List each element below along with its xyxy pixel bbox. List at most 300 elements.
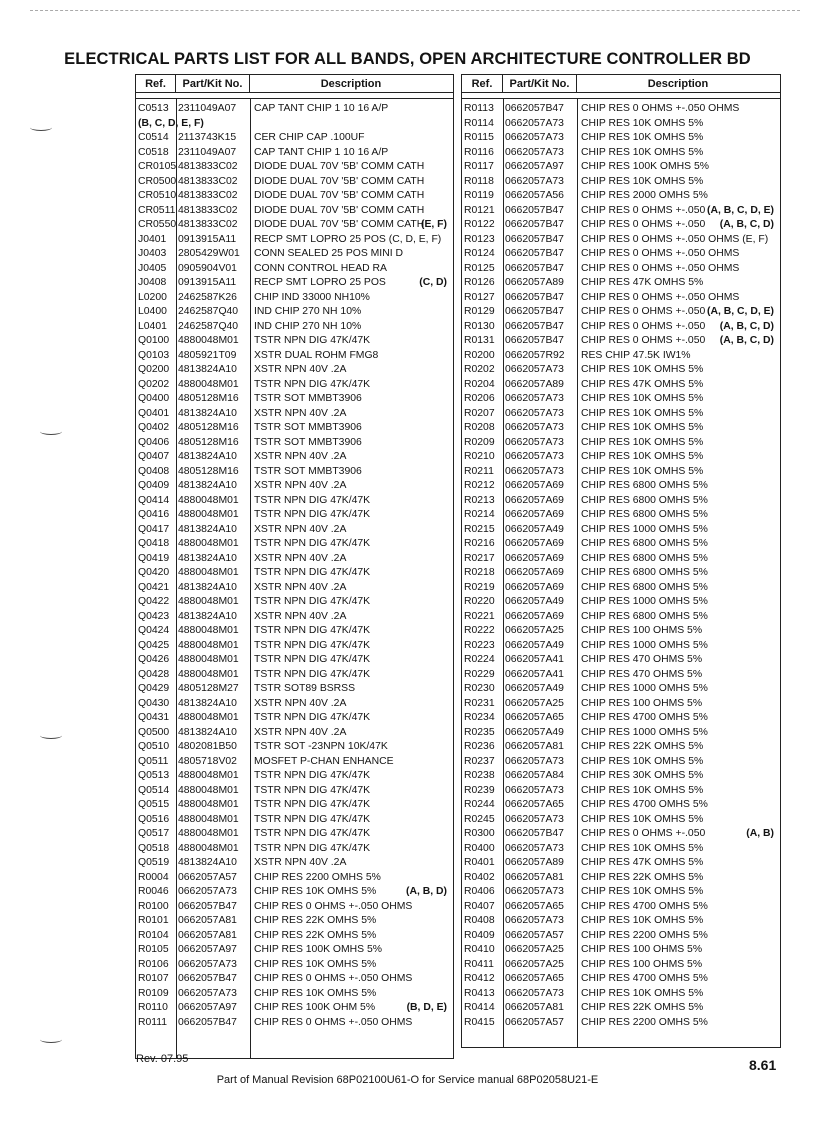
left-rows <box>136 102 453 1030</box>
ref-cell: Q0406 <box>138 436 170 448</box>
table-row <box>462 218 780 233</box>
table-row <box>136 262 453 277</box>
part-number-cell: 4813824A10 <box>178 581 237 593</box>
description-cell: CHIP RES 10K OMHS 5% <box>581 987 704 999</box>
part-number-cell: 0662057B47 <box>178 973 237 984</box>
table-row <box>136 958 453 973</box>
description-cell: DIODE DUAL 70V '5B' COMM CATH <box>254 190 425 201</box>
part-number-cell: 4805128M16 <box>178 465 239 477</box>
part-number-cell: 4880048M01 <box>178 596 239 607</box>
description-cell: RECP SMT LOPRO 25 POS (C, D) <box>250 276 451 291</box>
table-row <box>462 305 780 320</box>
table-row <box>462 929 780 944</box>
ref-cell: R0407 <box>464 900 495 912</box>
part-number-cell: 4813824A10 <box>178 726 237 738</box>
description-cell: CHIP RES 2000 OMHS 5% <box>581 190 708 201</box>
description-cell: CHIP RES 1000 OMHS 5% <box>581 523 708 535</box>
table-row <box>462 117 780 132</box>
ref-cell: Q0516 <box>138 813 170 825</box>
table-row <box>462 827 780 842</box>
part-number-cell: 4802081B50 <box>178 741 237 752</box>
part-number-cell: 0662057A81 <box>505 1002 564 1013</box>
ref-cell: Q0419 <box>138 552 170 564</box>
part-number-cell: 0662057B47 <box>505 291 564 303</box>
ref-cell: Q0422 <box>138 596 170 607</box>
part-number-cell: 0662057B47 <box>505 828 564 839</box>
ref-cell: R0104 <box>138 929 169 941</box>
ref-cell: R0245 <box>464 813 495 825</box>
description-cell: TSTR SOT -23NPN 10K/47K <box>254 741 388 752</box>
part-number-cell: 0662057A69 <box>505 581 564 593</box>
description-cell: CHIP RES 4700 OMHS 5% <box>581 712 708 723</box>
table-row <box>136 653 453 668</box>
ref-cell: Q0517 <box>138 828 170 839</box>
header-separator <box>136 98 453 99</box>
ref-cell: Q0424 <box>138 625 170 636</box>
description-cell: XSTR NPN 40V .2A <box>254 726 347 738</box>
description-cell: TSTR NPN DIG 47K/47K <box>254 494 371 506</box>
description-cell: DIODE DUAL 70V '5B' COMM CATH <box>254 175 425 187</box>
ref-cell: R0100 <box>138 900 169 912</box>
right-parts-table <box>461 74 781 1048</box>
revision-label: Rev. 07.95 <box>136 1053 189 1065</box>
table-row <box>136 711 453 726</box>
part-number-cell: 0662057A97 <box>178 944 237 955</box>
ref-cell: R0219 <box>464 581 495 593</box>
table-row <box>462 189 780 204</box>
part-number-cell: 4880048M01 <box>178 509 239 520</box>
part-number-cell: 0662057A73 <box>505 407 564 419</box>
ref-cell: R0244 <box>464 799 495 810</box>
ref-cell: CR0500 <box>138 175 177 187</box>
part-number-cell: 4805128M16 <box>178 393 239 404</box>
table-row <box>462 566 780 581</box>
ref-cell: C0514 <box>138 132 169 143</box>
description-cell: TSTR SOT89 BSRSS <box>254 683 356 694</box>
band-note: (A, B, C, D, E) <box>707 306 774 317</box>
ref-cell: Q0408 <box>138 465 170 477</box>
description-cell: CHIP RES 10K OMHS 5% <box>581 132 704 143</box>
part-number-cell: 0913915A11 <box>178 233 237 245</box>
part-number-cell: 4813833C02 <box>178 175 238 187</box>
description-cell: XSTR NPN 40V .2A <box>254 857 347 868</box>
description-cell: CHIP RES 22K OMHS 5% <box>581 871 704 883</box>
table-row <box>462 653 780 668</box>
description-cell: TSTR NPN DIG 47K/47K <box>254 625 371 636</box>
ref-cell: R0110 <box>138 1002 168 1013</box>
table-row <box>136 102 453 117</box>
part-number-cell: 0662057A69 <box>505 610 564 622</box>
table-row <box>136 726 453 741</box>
ref-cell: Q0401 <box>138 407 170 419</box>
table-row <box>136 900 453 915</box>
description-cell: TSTR NPN DIG 47K/47K <box>254 567 371 578</box>
ref-cell: R0236 <box>464 741 495 752</box>
description-cell: TSTR NPN DIG 47K/47K <box>254 770 371 781</box>
band-note: (A, B, C, D) <box>719 320 774 332</box>
description-cell: TSTR SOT MMBT3906 <box>254 393 362 404</box>
ref-cell: R0131 <box>464 335 495 346</box>
desc-header: Description <box>320 77 382 90</box>
ref-cell: R0222 <box>464 625 495 636</box>
table-row <box>136 349 453 364</box>
band-note: (A, B, D) <box>406 886 447 897</box>
table-row <box>136 334 453 349</box>
ref-cell: R0212 <box>464 480 495 491</box>
description-cell: CHIP RES 0 OHMS +-.050 (A, B, C, D) <box>577 218 778 233</box>
ref-cell: R0415 <box>464 1016 495 1028</box>
part-number-cell: 0662057B47 <box>505 204 564 216</box>
ref-cell: Q0420 <box>138 567 170 578</box>
ref-cell: (B, C, D, E, F) <box>138 117 204 129</box>
part-number-cell: 0662057A49 <box>505 683 564 694</box>
part-number-cell: 4880048M01 <box>178 813 239 825</box>
ref-cell: R0117 <box>464 161 494 172</box>
part-number-cell: 0662057A73 <box>178 958 237 970</box>
part-number-cell: 4813824A10 <box>178 523 237 535</box>
table-row <box>462 262 780 277</box>
ref-cell: R0118 <box>464 175 494 187</box>
table-row <box>136 392 453 407</box>
description-cell: TSTR NPN DIG 47K/47K <box>254 596 371 607</box>
description-cell: TSTR NPN DIG 47K/47K <box>254 712 371 723</box>
part-number-cell: 0662057A49 <box>505 726 564 738</box>
part-header: Part/Kit No. <box>176 75 250 92</box>
description-cell: TSTR NPN DIG 47K/47K <box>254 813 371 825</box>
part-number-cell: 0662057A81 <box>505 741 564 752</box>
part-number-cell: 2311049A07 <box>178 103 237 114</box>
table-row <box>462 987 780 1002</box>
ref-cell: R0124 <box>464 248 495 259</box>
description-cell: IND CHIP 270 NH 10% <box>254 306 362 317</box>
part-number-cell: 4880048M01 <box>178 654 239 665</box>
table-row <box>462 146 780 161</box>
description-cell: CHIP RES 10K OMHS 5% <box>581 465 704 477</box>
band-note: (E, F) <box>421 219 447 230</box>
table-row <box>462 407 780 422</box>
description-cell: CHIP RES 10K OMHS 5% <box>581 755 704 767</box>
description-cell: CHIP RES 1000 OMHS 5% <box>581 726 708 738</box>
description-cell: CHIP RES 1000 OMHS 5% <box>581 683 708 694</box>
table-row <box>136 943 453 958</box>
part-number-cell: 0662057A49 <box>505 596 564 607</box>
ref-cell: R0218 <box>464 567 495 578</box>
ref-cell: Q0429 <box>138 683 170 694</box>
description-cell: CHIP RES 0 OHMS +-.050 (A, B) <box>577 827 778 842</box>
description-cell: CHIP RES 10K OMHS 5% <box>581 364 704 375</box>
description-cell: CHIP RES 470 OHMS 5% <box>581 654 703 665</box>
table-row <box>136 1016 453 1031</box>
description-cell: CHIP RES 10K OMHS 5% <box>581 175 704 187</box>
part-number-cell: 0662057A89 <box>505 378 564 390</box>
description-cell: RES CHIP 47.5K IW1% <box>581 349 691 361</box>
description-cell: CHIP RES 10K OMHS 5% <box>254 958 377 970</box>
table-row <box>136 624 453 639</box>
part-number-cell: 4880048M01 <box>178 668 239 680</box>
ref-cell: Q0430 <box>138 697 170 709</box>
ref-cell: R0300 <box>464 828 495 839</box>
description-cell: IND CHIP 270 NH 10% <box>254 320 362 332</box>
part-number-cell: 0662057A73 <box>505 175 564 187</box>
ref-cell: R0412 <box>464 973 495 984</box>
ref-cell: R0111 <box>138 1016 168 1028</box>
part-number-cell: 4880048M01 <box>178 625 239 636</box>
table-row <box>136 436 453 451</box>
table-row <box>462 784 780 799</box>
description-cell: XSTR NPN 40V .2A <box>254 523 347 535</box>
description-cell: XSTR NPN 40V .2A <box>254 480 347 491</box>
part-number-cell: 4805128M16 <box>178 436 239 448</box>
description-cell: TSTR NPN DIG 47K/47K <box>254 799 371 810</box>
ref-cell: R0210 <box>464 451 495 462</box>
table-row <box>136 856 453 871</box>
table-row <box>136 813 453 828</box>
ref-cell: L0400 <box>138 306 167 317</box>
description-cell: CHIP RES 10K OMHS 5% <box>581 393 704 404</box>
part-number-cell: 0662057A65 <box>505 712 564 723</box>
table-header <box>462 75 780 93</box>
table-row <box>462 900 780 915</box>
part-number-cell: 0662057A25 <box>505 958 564 970</box>
table-row <box>462 276 780 291</box>
table-row <box>462 204 780 219</box>
table-row <box>462 436 780 451</box>
scan-mark <box>40 732 62 739</box>
ref-cell: R0109 <box>138 987 169 999</box>
ref-cell: R0229 <box>464 668 495 680</box>
part-number-cell: 4880048M01 <box>178 842 239 854</box>
part-number-cell: 0662057A69 <box>505 538 564 549</box>
table-row <box>136 581 453 596</box>
ref-cell: R0400 <box>464 842 495 854</box>
ref-cell: R0237 <box>464 755 495 767</box>
description-cell: CHIP RES 100 OHMS 5% <box>581 944 703 955</box>
ref-cell: R0206 <box>464 393 495 404</box>
ref-cell: J0408 <box>138 277 167 288</box>
ref-cell: Q0103 <box>138 349 170 361</box>
ref-cell: R0107 <box>138 973 169 984</box>
description-cell: CHIP RES 22K OMHS 5% <box>254 929 377 941</box>
table-row <box>462 813 780 828</box>
description-cell: TSTR NPN DIG 47K/47K <box>254 538 371 549</box>
part-number-cell: 4880048M01 <box>178 538 239 549</box>
ref-cell: R0125 <box>464 262 495 274</box>
description-cell: CHIP RES 470 OHMS 5% <box>581 668 703 680</box>
table-row <box>136 987 453 1002</box>
description-cell: CHIP RES 0 OHMS +-.050 (A, B, C, D, E) <box>577 204 778 219</box>
part-number-cell: 0662057A73 <box>505 886 564 897</box>
description-cell: CHIP RES 0 OHMS +-.050 OHMS <box>581 248 740 259</box>
part-number-cell: 4880048M01 <box>178 712 239 723</box>
table-row <box>462 102 780 117</box>
part-number-cell: 0662057A73 <box>505 755 564 767</box>
table-row <box>462 581 780 596</box>
part-number-cell: 0662057A41 <box>505 654 564 665</box>
ref-cell: R0115 <box>464 132 494 143</box>
ref-cell: Q0414 <box>138 494 170 506</box>
description-cell: TSTR NPN DIG 47K/47K <box>254 378 371 390</box>
table-row <box>462 537 780 552</box>
ref-cell: Q0202 <box>138 378 170 390</box>
description-cell: CHIP RES 10K OMHS 5% <box>581 117 704 129</box>
ref-cell: Q0513 <box>138 770 170 781</box>
part-number-cell: 0662057A69 <box>505 509 564 520</box>
table-row <box>462 595 780 610</box>
part-number-cell: 0662057A73 <box>505 915 564 926</box>
description-cell: CAP TANT CHIP 1 10 16 A/P <box>254 103 389 114</box>
table-row <box>462 175 780 190</box>
table-row <box>136 247 453 262</box>
ref-cell: R0127 <box>464 291 495 303</box>
page-title: ELECTRICAL PARTS LIST FOR ALL BANDS, OPEN ARCHITECTURE CONTROLLER BD <box>64 50 751 68</box>
table-row <box>136 552 453 567</box>
table-row <box>136 740 453 755</box>
table-row <box>136 682 453 697</box>
part-number-cell: 0662057A73 <box>505 436 564 448</box>
description-cell: TSTR NPN DIG 47K/47K <box>254 784 371 796</box>
part-number-cell: 0662057A41 <box>505 668 564 680</box>
ref-cell: CR0105 <box>138 161 177 172</box>
part-number-cell: 0662057A97 <box>178 1002 237 1013</box>
ref-cell: L0401 <box>138 320 167 332</box>
ref-cell: R0413 <box>464 987 495 999</box>
right-rows <box>462 102 780 1030</box>
description-cell: CHIP RES 100 OHMS 5% <box>581 697 703 709</box>
part-number-cell: 0662057A73 <box>178 886 237 897</box>
table-row <box>136 639 453 654</box>
table-row <box>136 378 453 393</box>
description-cell: CHIP RES 6800 OMHS 5% <box>581 480 708 491</box>
ref-cell: R0411 <box>464 958 494 970</box>
description-cell: CHIP RES 47K OMHS 5% <box>581 378 704 390</box>
ref-cell: R0235 <box>464 726 495 738</box>
part-number-cell: 0662057R92 <box>505 349 565 361</box>
table-row <box>136 175 453 190</box>
part-number-cell: 2805429W01 <box>178 248 240 259</box>
ref-cell: R0116 <box>464 146 494 158</box>
description-cell: CHIP RES 10K OMHS 5% (A, B, D) <box>250 885 451 900</box>
ref-cell: R0234 <box>464 712 495 723</box>
table-row <box>462 943 780 958</box>
description-cell: CHIP RES 2200 OMHS 5% <box>581 1016 708 1028</box>
part-number-cell: 0662057A81 <box>178 915 237 926</box>
ref-cell: Q0425 <box>138 639 170 651</box>
ref-cell: Q0511 <box>138 755 169 767</box>
ref-cell: Q0423 <box>138 610 170 622</box>
ref-cell: R0046 <box>138 886 169 897</box>
table-row <box>462 610 780 625</box>
description-cell: XSTR NPN 40V .2A <box>254 581 347 593</box>
ref-cell: Q0409 <box>138 480 170 491</box>
ref-cell: R0204 <box>464 378 495 390</box>
part-number-cell: 4880048M01 <box>178 494 239 506</box>
band-note: (A, B) <box>746 828 774 839</box>
part-number-cell: 4880048M01 <box>178 567 239 578</box>
table-row <box>462 523 780 538</box>
part-header: Part/Kit No. <box>503 75 577 92</box>
description-cell: CHIP RES 2200 OMHS 5% <box>581 929 708 941</box>
description-cell: CHIP RES 100K OMHS 5% <box>254 944 383 955</box>
description-cell: CHIP RES 100 OHMS 5% <box>581 958 703 970</box>
description-cell: CHIP RES 0 OHMS +-.050 OHMS <box>254 1016 413 1028</box>
ref-cell: CR0550 <box>138 219 177 230</box>
table-row <box>136 885 453 900</box>
description-cell: TSTR NPN DIG 47K/47K <box>254 335 371 346</box>
table-row <box>136 363 453 378</box>
ref-cell: Q0500 <box>138 726 170 738</box>
ref-cell: R0414 <box>464 1002 495 1013</box>
part-number-cell: 0662057A73 <box>505 117 564 129</box>
description-cell: CHIP RES 47K OMHS 5% <box>581 857 704 868</box>
ref-cell: J0403 <box>138 248 167 259</box>
ref-cell: R0123 <box>464 233 495 245</box>
description-cell: TSTR NPN DIG 47K/47K <box>254 842 371 854</box>
ref-cell: Q0407 <box>138 451 170 462</box>
description-cell: CHIP RES 10K OMHS 5% <box>254 987 377 999</box>
description-cell: XSTR DUAL ROHM FMG8 <box>254 349 379 361</box>
table-row <box>462 871 780 886</box>
part-number-cell: 0662057A65 <box>505 799 564 810</box>
description-cell: CHIP RES 10K OMHS 5% <box>581 784 704 796</box>
ref-cell: R0221 <box>464 610 495 622</box>
table-row <box>136 508 453 523</box>
part-number-cell: 4880048M01 <box>178 799 239 810</box>
ref-cell: Q0418 <box>138 538 170 549</box>
table-row <box>462 726 780 741</box>
part-number-cell: 0662057A69 <box>505 567 564 578</box>
description-cell: TSTR SOT MMBT3906 <box>254 436 362 448</box>
part-number-cell: 4813824A10 <box>178 697 237 709</box>
description-cell: TSTR SOT MMBT3906 <box>254 422 362 433</box>
description-cell: CHIP RES 0 OHMS +-.050 OHMS <box>254 973 413 984</box>
description-cell: MOSFET P-CHAN ENHANCE <box>254 755 394 767</box>
desc-header: Description <box>647 77 709 90</box>
band-note: (A, B, C, D) <box>719 219 774 230</box>
description-cell: CONN SEALED 25 POS MINI D <box>254 248 403 259</box>
part-number-cell: 0662057A73 <box>505 146 564 158</box>
part-number-cell: 0662057A73 <box>505 393 564 404</box>
table-row <box>136 929 453 944</box>
description-cell: CHIP RES 0 OHMS +-.050 OHMS (E, F) <box>581 233 769 245</box>
part-number-cell: 0662057A73 <box>505 132 564 143</box>
ref-cell: Q0514 <box>138 784 170 796</box>
description-cell: CHIP RES 0 OHMS +-.050 OHMS <box>581 262 740 274</box>
table-row <box>136 407 453 422</box>
table-row <box>136 233 453 248</box>
part-number-cell: 4813824A10 <box>178 857 237 868</box>
part-number-cell: 0662057B47 <box>178 900 237 912</box>
ref-cell: R0101 <box>138 915 169 926</box>
table-row <box>136 218 453 233</box>
ref-cell: R0129 <box>464 306 495 317</box>
table-row <box>462 421 780 436</box>
part-number-cell: 0905904V01 <box>178 262 237 274</box>
description-cell: CHIP RES 0 OHMS +-.050 (A, B, C, D, E) <box>577 305 778 320</box>
ref-cell: Q0426 <box>138 654 170 665</box>
description-cell: CHIP RES 10K OMHS 5% <box>581 886 704 897</box>
ref-cell: R0208 <box>464 422 495 433</box>
part-number-cell: 0662057A57 <box>505 929 564 941</box>
table-row <box>136 117 453 132</box>
description-cell: CHIP RES 6800 OMHS 5% <box>581 552 708 564</box>
part-number-cell: 4880048M01 <box>178 378 239 390</box>
part-number-cell: 4813833C02 <box>178 219 238 230</box>
description-cell: DIODE DUAL 70V '5B' COMM CATH <box>254 161 425 172</box>
table-row <box>462 682 780 697</box>
page-number: 8.61 <box>749 1057 777 1073</box>
part-number-cell: 4880048M01 <box>178 784 239 796</box>
top-dashed-rule <box>30 10 800 11</box>
